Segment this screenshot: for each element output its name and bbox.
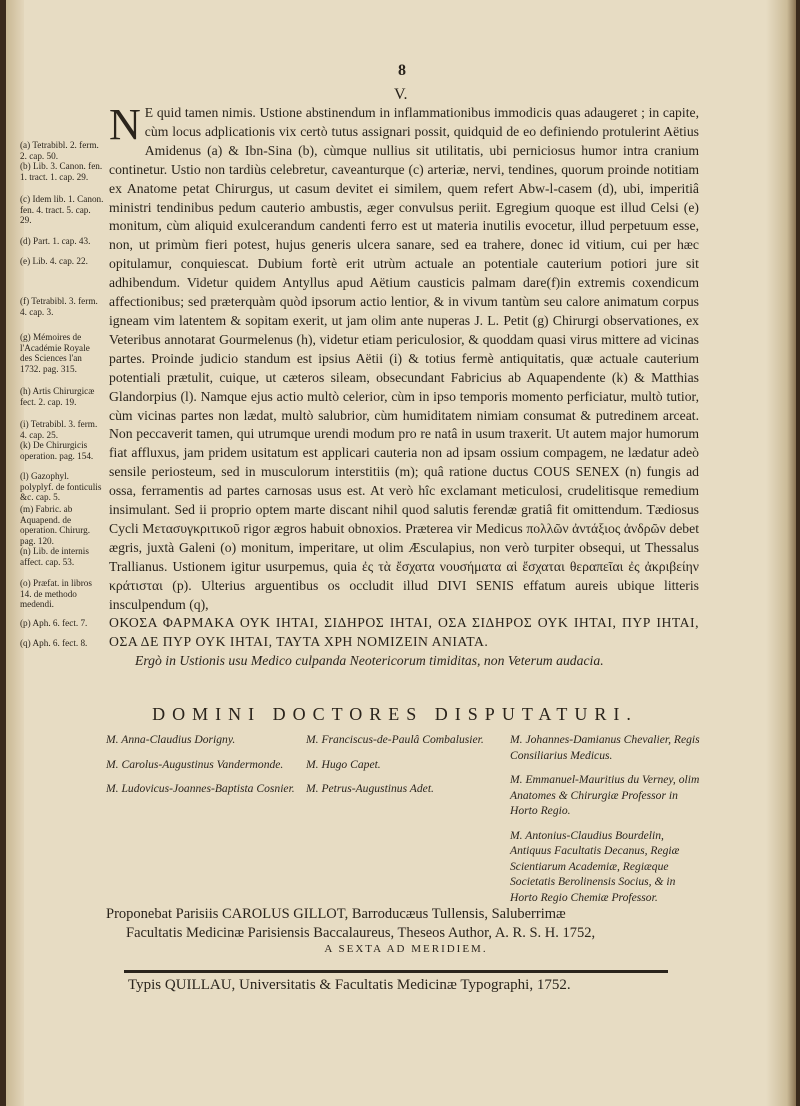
doctor-entry: M. Petrus-Augustinus Adet. <box>306 782 434 795</box>
margin-note: (n) Lib. de internis affect. cap. 53. <box>20 546 89 567</box>
conclusion: Ergò in Ustionis usu Medico culpanda Neotericorum timiditas, non Veterum audacia. <box>135 653 604 669</box>
margin-note: (f) Tetrabibl. 3. ferm. 4. cap. 3. <box>20 296 98 317</box>
margin-note: (a) Tetrabibl. 2. ferm. 2. cap. 50. <box>20 140 99 161</box>
doctor-entry: M. Antonius-Claudius Bourdelin, Antiquus Facultatis Decanus, Regiæ Scientiarum Academiæ, Regiæque Societatis Berolinensis Socius, & in Horto Regio Chemiæ Professor. <box>510 828 680 904</box>
margin-note: (g) Mémoires de l'Académie Royale des Sciences l'an 1732. pag. 315. <box>20 332 90 375</box>
margin-note: (b) Lib. 3. Canon. fen. 1. tract. 1. cap. 29. <box>20 161 103 182</box>
doctors-column-2 <box>306 732 496 806</box>
margin-note: (o) Præfat. in libros 14. de methodo medendi. <box>20 578 92 610</box>
printed-page <box>6 0 796 1106</box>
doctor-entry: M. Anna-Claudius Dorigny. <box>106 733 236 746</box>
doctor-entry: M. Ludovicus-Joannes-Baptista Cosnier. <box>106 782 295 795</box>
margin-note: (e) Lib. 4. cap. 22. <box>20 256 88 266</box>
margin-note: (p) Aph. 6. fect. 7. <box>20 618 88 628</box>
margin-note: (i) Tetrabibl. 3. ferm. 4. cap. 25. <box>20 419 98 440</box>
imprint-line-3: A SEXTA AD MERIDIEM. <box>324 943 488 955</box>
margin-note: (k) De Chirurgicis operation. pag. 154. <box>20 440 94 461</box>
margin-note: (c) Idem lib. 1. Canon. fen. 4. tract. 5. cap. 29. <box>20 194 104 226</box>
section-numeral: V. <box>394 86 408 103</box>
doctor-entry: M. Emmanuel-Mauritius du Verney, olim Anatomes & Chirurgiæ Professor in Horto Regio. <box>510 773 700 817</box>
main-text <box>109 100 699 671</box>
margin-note: (h) Artis Chirurgicæ fect. 2. cap. 19. <box>20 386 95 407</box>
doctor-entry: M. Hugo Capet. <box>306 757 381 771</box>
doctors-column-3 <box>510 732 702 914</box>
margin-note: (l) Gazophyl. polyplyf. de fonticulis &c. cap. 5. <box>20 471 102 503</box>
page-number: 8 <box>398 62 406 79</box>
drop-cap: N <box>109 100 141 149</box>
printer-line: Typis QUILLAU, Universitatis & Facultatis Medicinæ Typographi, 1752. <box>128 977 571 993</box>
margin-note: (d) Part. 1. cap. 43. <box>20 236 91 246</box>
divider-rule <box>124 970 668 973</box>
margin-note: (m) Fabric. ab Aquapend. de operation. Chirurg. pag. 120. <box>20 504 91 547</box>
imprint-line-1: Proponebat Parisiis CAROLUS GILLOT, Barroducæus Tullensis, Saluberrimæ <box>106 906 566 922</box>
doctors-heading: DOMINI DOCTORES DISPUTATURI. <box>152 704 638 724</box>
doctor-entry: M. Franciscus-de-Paulâ Combalusier. <box>306 733 484 746</box>
imprint <box>106 905 706 956</box>
body-paragraph: E quid tamen nimis. Ustione abstinendum in inflammationibus immodicis quas adaugeret ; in capite, cùm locus adplicationis vix certò tutus assignari possit, quidquid de eo definiendo protulerint Aëtius Amidenus (a) & Ibn-Sina (b), cùmque nullius sit utilitatis, ubi perniciosus humor intra cranium continetur. Ustio non tardiùs celebretur, caveanturque (c) arteriæ, nervi, tendines, quorum proinde notitiam ex Anatome petat Chirurgus, ut casum devitet ei similem, quem refert Abw-l-casem (d), ubi, imperitiâ ministri tendinibus pedum cauterio ambustis, æger convulsus periit. Egregium quoque est illud Celsi (e) monitum, cùm aliquid exulcerandum candenti ferro est ut materia inutilis evocetur, illud perpetuum esse, non, ut primùm fieri potest, hujus generis ulcera sanare, sed ea trahere, donec id vitium, cui per hæc opitulamur, conquiescat. Dubium fortè erit utrùm actuale an potentiale cauterium potiori jure sit adhibendum. Videtur quidem Antyllus apud Aëtium causticis palmam dare(f)in extremis coxendicum affectionibus; sed præterquàm quòd ipsorum actio lentior, & in vivum tantùm seu calore animatum corpus igneam vim latentem & sopitam exerit, ut jam olim ante nuperas J. L. Petit (g) Chirurgi observationes, ex Veteribus annotarat Gourmelenus (h), videtur etiam periculosior, & quoddam quasi virus mittere ad vicinas partes. Proinde judicio standum est ipsius Aëtii (i) & totius fermè antiquitatis, quæ actuale cauterium potentiali prætulit, cuique, ut cæteros sileam, obsecundant Fabricius ab Aquapendente (k) & Matthias Glandorpius (l). Namque ejus actio multò celerior, cùm in ipso temporis momento perficiatur, multò tutior, cùm vicinas partes non lædat, multò salubrior, cùm humiditatem nimiam consumat & putredinem arceat. Non peccaverit tamen, qui utrumque urendi modum pro re natâ in usum traxerit. Ut autem major humorum fiat affluxus, jam pridem usitatum est applicari cauteria non ad ipsam ossium compagem, ne lædatur adeò sensile periosteum, sed in musculorum interstitiis (m); quâ ratione ductus COUS SENEX (n) fungis ad ossa, ferramentis ad partes carnosas usus est. At verò hîc exclamant meticulosi, crudelitisque remedium insimulant. Sed ii proprio optem marte discant nihil quod salutis ferendæ gratiâ fit omittendum. Tædiosus Cycli Μετασυγκριτικοῦ rigor ægros habuit obnoxios. Præterea vir Medicus πολλῶν ἀντάξιος ἀνδρῶν debet ægris, juxtà Galeni (o) monitum, imperitare, ut olim Æsculapius, non verò turpiter obsequi, ut Thessalus Trallianus. Ustionem igitur usurpemus, quia ἐς τὰ ἔσχατα νουσήματα αἱ ἔσχαται θεραπεῖαι ἐς ἀκριβείην κράτισται (p). Ulterius arguentibus os occludit illud DIVI SENIS effatum aureis ubique litteris insculpendum (q), <box>109 105 699 612</box>
margin-note: (q) Aph. 6. fect. 8. <box>20 638 88 648</box>
doctors-column-1 <box>106 732 296 806</box>
page-edge <box>766 0 796 1106</box>
imprint-line-2: Facultatis Medicinæ Parisiensis Baccalaureus, Theseos Author, A. R. S. H. 1752, <box>126 925 596 941</box>
doctor-entry: M. Johannes-Damianus Chevalier, Regis Consiliarius Medicus. <box>510 733 700 762</box>
doctor-entry: M. Carolus-Augustinus Vandermonde. <box>106 757 284 771</box>
greek-aphorism: ΟΚΟΣΑ ΦΑΡΜΑΚΑ ΟΥΚ ΙΗΤΑΙ, ΣΙΔΗΡΟΣ ΙΗΤΑΙ, ΟΣΑ ΣΙΔΗΡΟΣ ΟΥΚ ΙΗΤΑΙ, ΠΥΡ ΙΗΤΑΙ, ΟΣΑ ΔΕ ΠΥΡ ΟΥΚ ΙΗΤΑΙ, ΤΑΥΤΑ ΧΡΗ ΝΟΜΙΖΕΙΝ ΑΝΙΑΤΑ. <box>109 615 699 650</box>
